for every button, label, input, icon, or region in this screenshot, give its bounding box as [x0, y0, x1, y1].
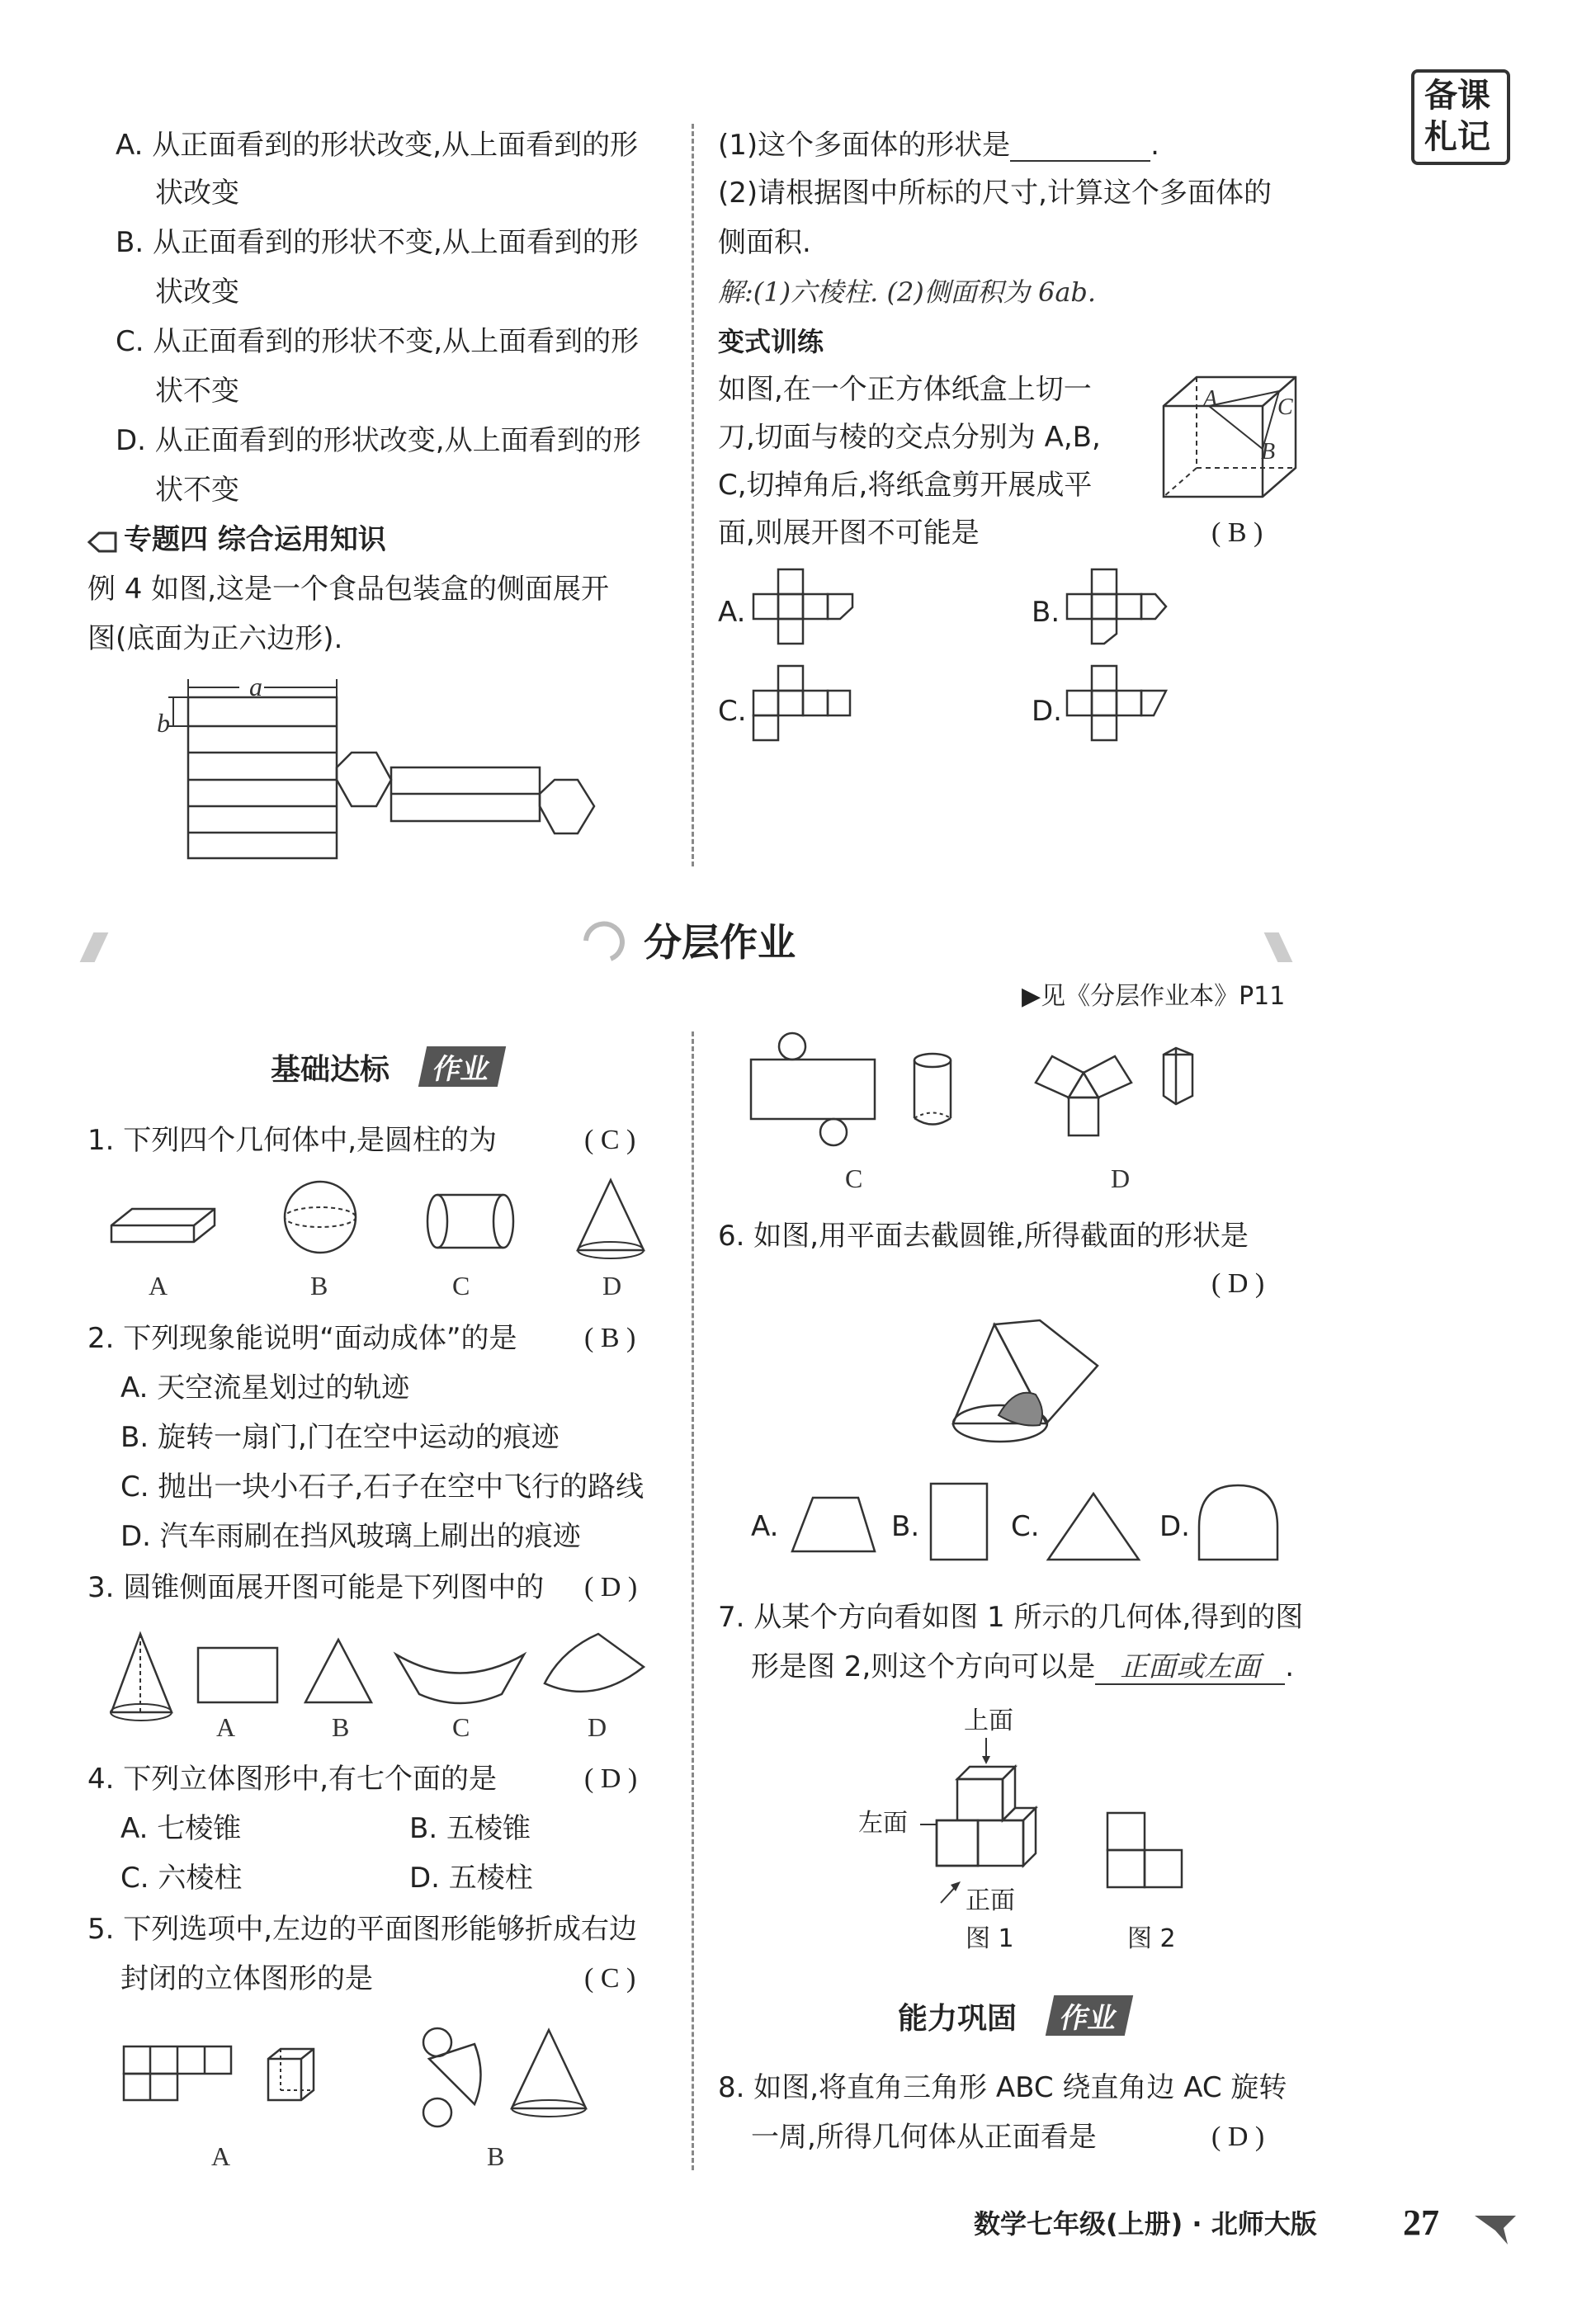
q7-line2-text: 形是图 2,则这个方向可以是: [751, 1650, 1096, 1683]
q8-line1: 8. 如图,将直角三角形 ABC 绕直角边 AC 旋转: [718, 2071, 1287, 2104]
q7-figure2: [1106, 1811, 1188, 1894]
option-d-line2: 状不变: [155, 474, 239, 507]
cube-label-c: C: [1277, 394, 1293, 420]
basic-q2: 2. 下列现象能说明“面动成体”的是: [87, 1322, 517, 1355]
q5-label-b: B: [487, 2141, 505, 2171]
column-divider-top: [692, 124, 694, 866]
question1-text: (1)这个多面体的形状是: [718, 129, 1011, 162]
q4-option-c: C. 六棱柱: [120, 1862, 243, 1895]
q6-option-a-label: A.: [751, 1510, 779, 1543]
q3-label-d: D: [588, 1712, 607, 1742]
net-option-b-label: B.: [1032, 596, 1060, 629]
option-a-line2: 状改变: [155, 177, 239, 210]
column-divider-bottom: [692, 1031, 694, 2170]
q6-option-d-label: D.: [1159, 1510, 1190, 1543]
variant-line1: 如图,在一个正方体纸盒上切一: [718, 373, 1092, 406]
cube-label-b: B: [1261, 439, 1276, 465]
q6-option-b-shape: [928, 1481, 990, 1564]
q3-label-b: B: [332, 1712, 350, 1742]
q6-cone-figure: [949, 1316, 1114, 1456]
q2-option-c: C. 抛出一块小石子,石子在空中飞行的路线: [120, 1470, 645, 1503]
net-option-d: [1065, 664, 1172, 747]
q2-option-a: A. 天空流星划过的轨迹: [120, 1371, 410, 1404]
q6-option-c-label: C.: [1011, 1510, 1040, 1543]
q1-label-c: C: [452, 1271, 470, 1300]
variant-line2: 刀,切面与棱的交点分别为 A,B,: [718, 421, 1101, 454]
topic-arrow-icon: [87, 530, 117, 555]
ability-tag: 能力巩固: [898, 2002, 1018, 2036]
basic-q3: 3. 圆锥侧面展开图可能是下列图中的: [87, 1571, 545, 1604]
q5-label-c: C: [845, 1164, 863, 1193]
fig-label-b: b: [157, 708, 170, 738]
basic-tag: 基础达标: [271, 1053, 390, 1087]
option-c-line1: C. 从正面看到的形状不变,从上面看到的形: [116, 325, 640, 358]
q5-figure-cd: [747, 1031, 1209, 1155]
basic-tag-box: 作业: [418, 1046, 506, 1087]
basic-q3-answer: ( D ): [584, 1572, 638, 1603]
variant-line4: 面,则展开图不可能是: [718, 517, 980, 550]
page-number: 27: [1403, 2202, 1439, 2243]
q7-end: .: [1285, 1650, 1295, 1683]
q6-answer: ( D ): [1211, 1268, 1265, 1299]
net-option-c: [751, 664, 858, 747]
question1: [718, 129, 1159, 162]
q6-option-c-shape: [1044, 1489, 1143, 1564]
basic-q4: 4. 下列立体图形中,有七个面的是: [87, 1763, 498, 1796]
homework-reference: ▶见《分层作业本》P11: [1022, 982, 1286, 1011]
question1-end: .: [1150, 129, 1159, 162]
q7-fig2-caption: 图 2: [1127, 1924, 1176, 1953]
net-option-a-label: A.: [718, 596, 746, 629]
q3-label-c: C: [452, 1712, 470, 1742]
q6-option-a-shape: [788, 1494, 879, 1560]
basic-q5-answer: ( C ): [584, 1963, 636, 1994]
q5-figure-ab: [116, 2026, 611, 2133]
ability-tag-box: 作业: [1046, 1995, 1133, 2036]
solution: 解:(1)六棱柱. (2)侧面积为 6ab.: [718, 276, 1097, 308]
q8-answer: ( D ): [1211, 2122, 1265, 2152]
q3-figure: [107, 1630, 652, 1729]
q5-label-a: A: [211, 2141, 231, 2171]
option-a-line1: A. 从正面看到的形状改变,从上面看到的形: [116, 129, 639, 162]
q6: 6. 如图,用平面去截圆锥,所得截面的形状是: [718, 1220, 1249, 1253]
basic-q5-line1: 5. 下列选项中,左边的平面图形能够折成右边: [87, 1913, 638, 1946]
section-right-stroke: [1264, 932, 1293, 962]
footer-ornament-icon: [1471, 2207, 1520, 2249]
q4-option-a: A. 七棱锥: [120, 1812, 242, 1845]
option-c-line2: 状不变: [155, 375, 239, 408]
option-d-line1: D. 从正面看到的形状改变,从上面看到的形: [116, 424, 641, 457]
package-net-figure: [157, 673, 602, 862]
net-option-b: [1065, 568, 1172, 650]
q3-label-a: A: [216, 1712, 236, 1742]
q1-label-b: B: [310, 1271, 328, 1300]
section-left-stroke: [80, 932, 109, 962]
q7-line1: 7. 从某个方向看如图 1 所示的几何体,得到的图: [718, 1601, 1304, 1634]
q1-label-d: D: [602, 1271, 622, 1300]
q7-answer-fill: 正面或左面: [1095, 1650, 1285, 1685]
q4-option-b: B. 五棱锥: [409, 1812, 531, 1845]
basic-q2-answer: ( B ): [584, 1323, 636, 1353]
option-b-line2: 状改变: [155, 276, 239, 309]
question2-line1: (2)请根据图中所标的尺寸,计算这个多面体的: [718, 177, 1272, 210]
basic-q1-answer: ( C ): [584, 1125, 636, 1155]
notes-badge: [1411, 69, 1510, 165]
cube-label-a: A: [1203, 386, 1218, 412]
q8-line2: 一周,所得几何体从正面看是: [751, 2121, 1097, 2154]
q2-option-d: D. 汽车雨刷在挡风玻璃上刷出的痕迹: [120, 1520, 581, 1553]
q6-option-d-shape: [1195, 1481, 1286, 1564]
q1-solids-figure: [107, 1176, 652, 1267]
question2-line2: 侧面积.: [718, 226, 811, 259]
q7-top-label: 上面: [964, 1706, 1013, 1735]
example4-line1: 例 4 如图,这是一个食品包装盒的侧面展开: [87, 573, 610, 606]
section-title: 分层作业: [644, 920, 796, 965]
variant-answer: ( B ): [1211, 517, 1263, 548]
q4-option-d: D. 五棱柱: [409, 1862, 533, 1895]
q7-fig1-caption: 图 1: [966, 1924, 1014, 1953]
q1-label-a: A: [149, 1271, 168, 1300]
q2-option-b: B. 旋转一扇门,门在空中运动的痕迹: [120, 1421, 560, 1454]
fig-label-a: a: [249, 672, 262, 701]
q6-option-b-label: B.: [891, 1510, 920, 1543]
q7-line2: [751, 1650, 1294, 1685]
example4-line2: 图(底面为正六边形).: [87, 622, 343, 655]
basic-q1: 1. 下列四个几何体中,是圆柱的为: [87, 1124, 498, 1157]
net-option-c-label: C.: [718, 695, 747, 728]
q7-left-label: 左面: [858, 1809, 908, 1838]
net-option-a: [751, 568, 858, 650]
q7-front-label: 正面: [966, 1886, 1015, 1915]
basic-q4-answer: ( D ): [584, 1763, 638, 1794]
option-b-line1: B. 从正面看到的形状不变,从上面看到的形: [116, 226, 639, 259]
badge-line2: 札记: [1424, 118, 1490, 156]
topic-heading: 专题四 综合运用知识: [124, 523, 386, 556]
q5-label-d: D: [1111, 1164, 1131, 1193]
variant-line3: C,切掉角后,将纸盒剪开展成平: [718, 469, 1093, 502]
net-option-d-label: D.: [1032, 695, 1062, 728]
section-swirl-icon: [578, 916, 627, 965]
variant-heading: 变式训练: [718, 326, 824, 357]
badge-line1: 备课: [1424, 77, 1490, 115]
basic-q5-line2: 封闭的立体图形的是: [120, 1962, 373, 1995]
question1-blank: [1010, 135, 1150, 162]
footer-book-title: 数学七年级(上册) · 北师大版: [974, 2208, 1317, 2240]
